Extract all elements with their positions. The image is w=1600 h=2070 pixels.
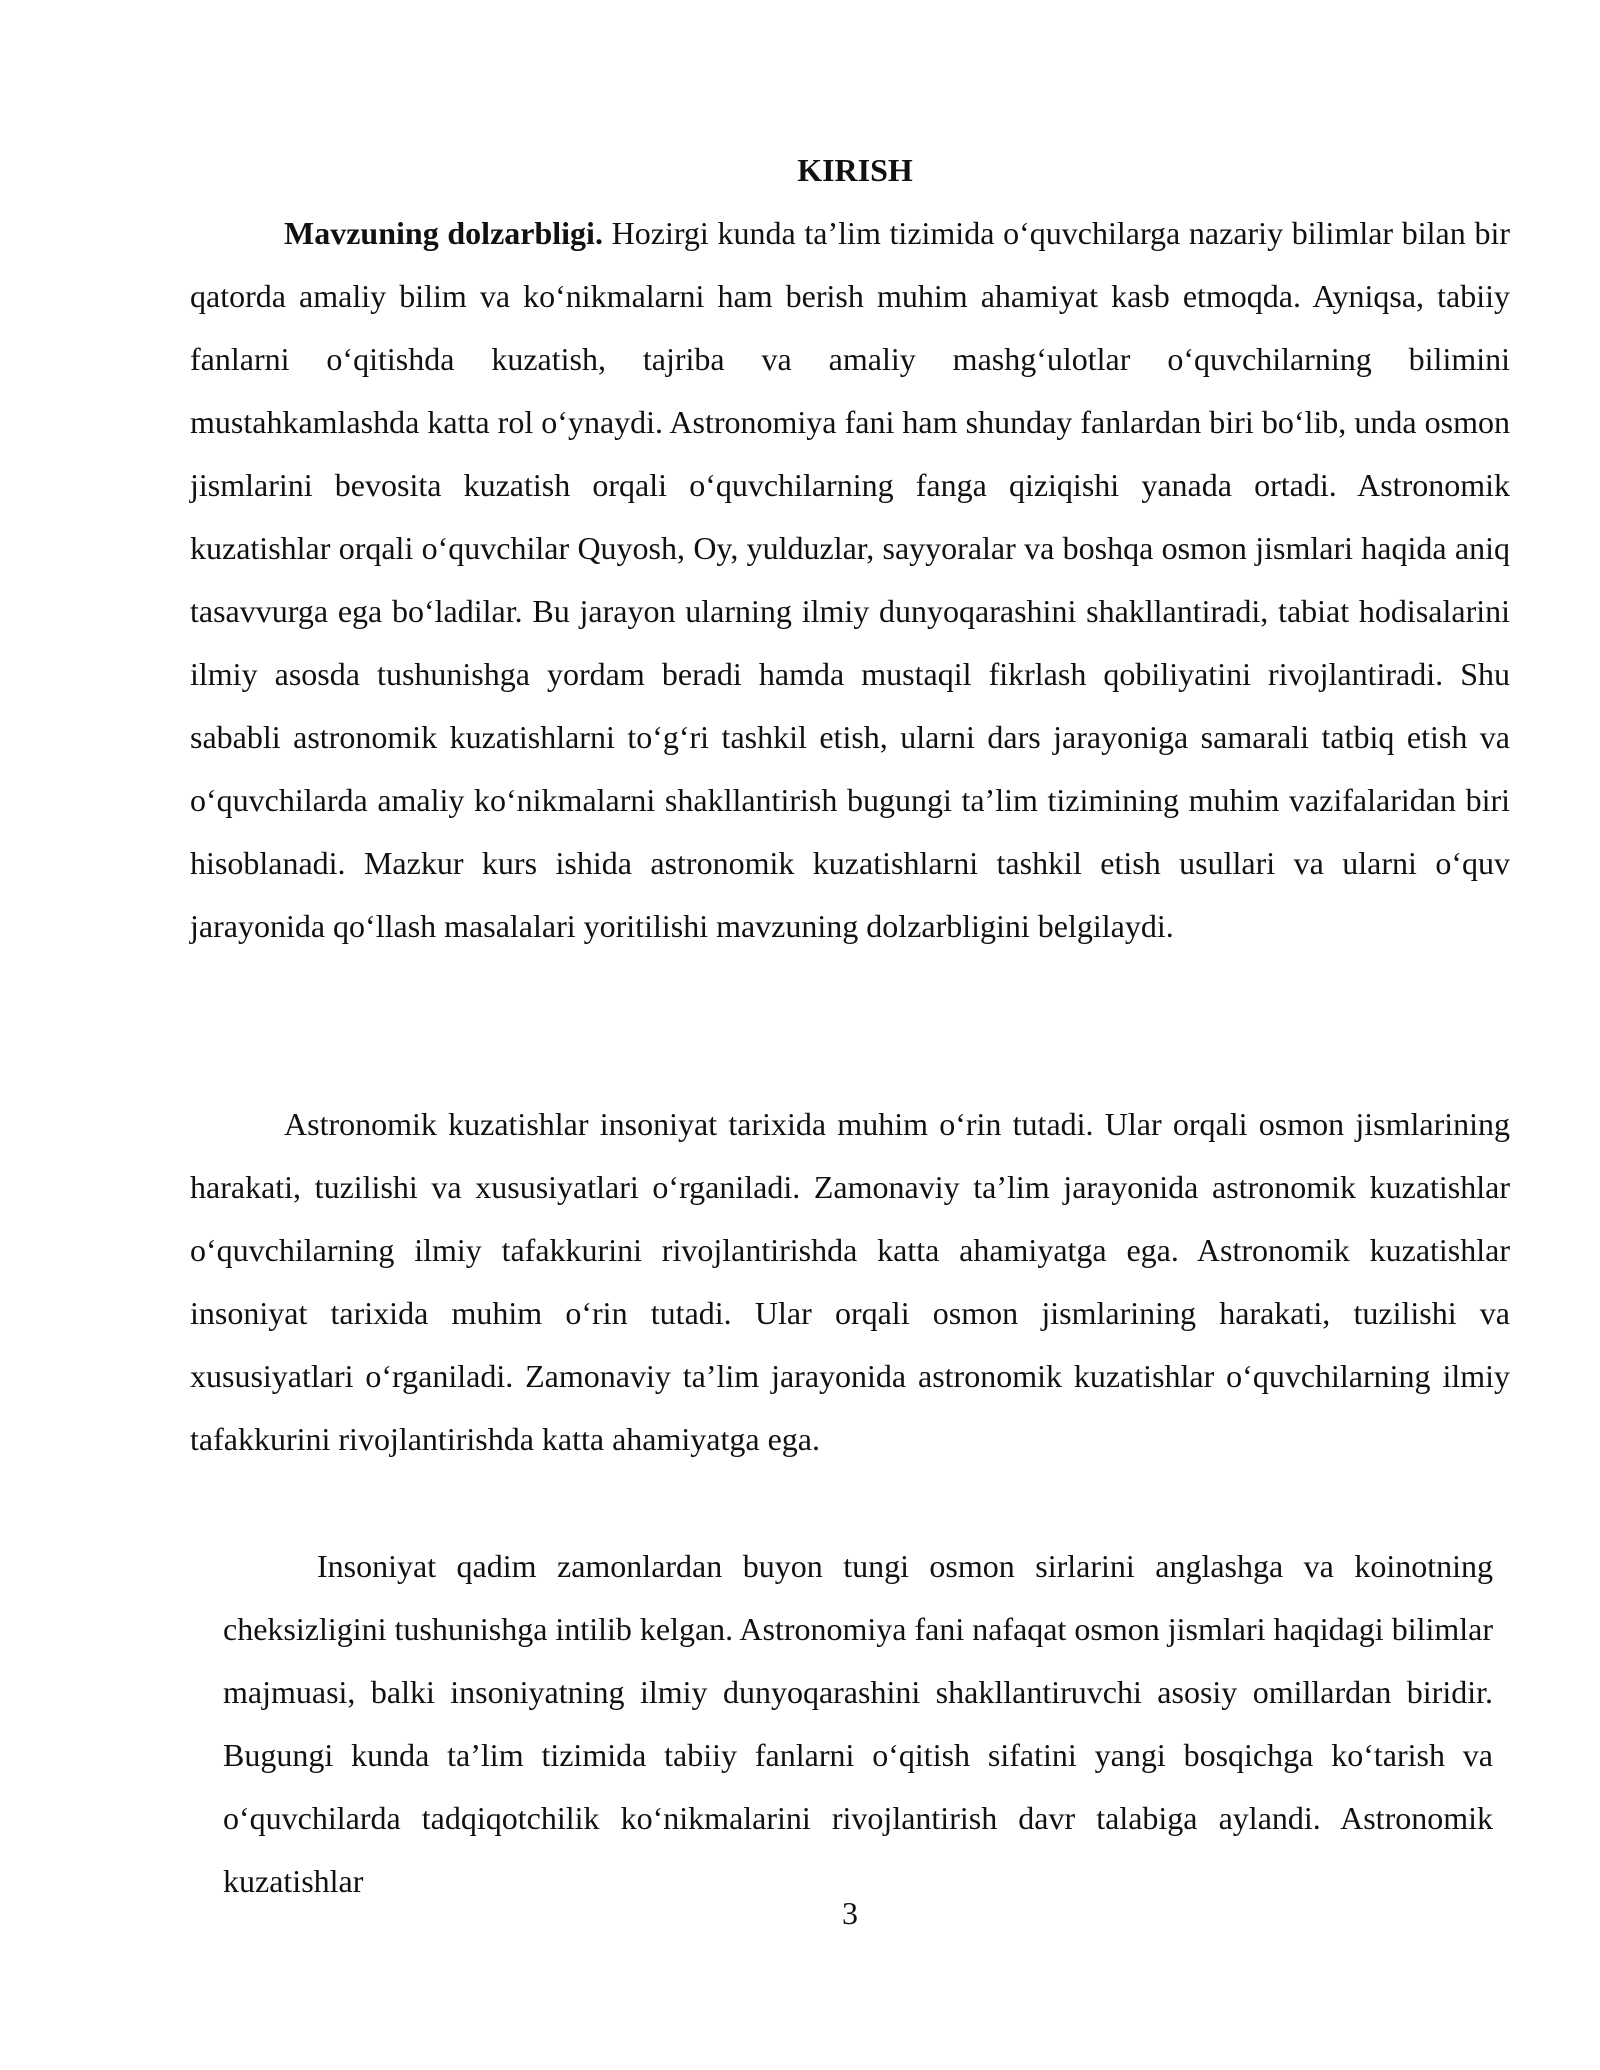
paragraph-humanity: Insoniyat qadim zamonlardan buyon tungi osmon sirlarini anglashga va koinotning cheksizligini tushunishga intilib kelgan. Astronomiya fani nafaqat osmon jismlari haqidagi bilimlar majmuasi, balki insoniyatning ilmiy dunyoqarashini shakllantiruvchi asosiy omillardan biridir. Bugungi kunda ta’lim tizimida tabiiy fanlarni o‘qitish sifatini yangi bosqichga ko‘tarish va o‘quvchilarda tadqiqotchilik ko‘nikmalarini rivojlantirish davr talabiga aylandi. Astronomik kuzatishlar [223,1548,1493,1899]
paragraph-lead: Mavzuning dolzarbligi. [284,215,603,251]
section-heading: KIRISH [797,152,913,188]
paragraph-relevance [190,202,1510,958]
paragraph-observations: Astronomik kuzatishlar insoniyat tarixida muhim o‘rin tutadi. Ular orqali osmon jismlarining harakati, tuzilishi va xususiyatlari o‘rganiladi. Zamonaviy ta’lim jarayonida astronomik kuzatishlar o‘quvchilarning ilmiy tafakkurini rivojlantirishda katta ahamiyatga ega. Astronomik kuzatishlar insoniyat tarixida muhim o‘rin tutadi. Ular orqali osmon jismlarining harakati, tuzilishi va xususiyatlari o‘rganiladi. Zamonaviy ta’lim jarayonida astronomik kuzatishlar o‘quvchilarning ilmiy tafakkurini rivojlantirishda katta ahamiyatga ega. [190,1106,1510,1457]
paragraph-body: Hozirgi kunda ta’lim tizimida o‘quvchilarga nazariy bilimlar bilan bir qatorda amaliy bilim va ko‘nikmalarni ham berish muhim ahamiyat kasb etmoqda. Ayniqsa, tabiiy fanlarni o‘qitishda kuzatish, tajriba va amaliy mashg‘ulotlar o‘quvchilarning bilimini mustahkamlashda katta rol o‘ynaydi. Astronomiya fani ham shunday fanlardan biri bo‘lib, unda osmon jismlarini bevosita kuzatish orqali o‘quvchilarning fanga qiziqishi yanada ortadi. Astronomik kuzatishlar orqali o‘quvchilar Quyosh, Oy, yulduzlar, sayyoralar va boshqa osmon jismlari haqida aniq tasavvurga ega bo‘ladilar. Bu jarayon ularning ilmiy dunyoqarashini shakllantiradi, tabiat hodisalarini ilmiy asosda tushunishga yordam beradi hamda mustaqil fikrlash qobiliyatini rivojlantiradi. Shu sababli astronomik kuzatishlarni to‘g‘ri tashkil etish, ularni dars jarayoniga samarali tatbiq etish va o‘quvchilarda amaliy ko‘nikmalarni shakllantirish bugungi ta’lim tizimining muhim vazifalaridan biri hisoblanadi. Mazkur kurs ishida astronomik kuzatishlarni tashkil etish usullari va ularni o‘quv jarayonida qo‘llash masalalari yoritilishi mavzuning dolzarbligini belgilaydi. [190,215,1511,944]
page-number: 3 [842,1895,858,1931]
